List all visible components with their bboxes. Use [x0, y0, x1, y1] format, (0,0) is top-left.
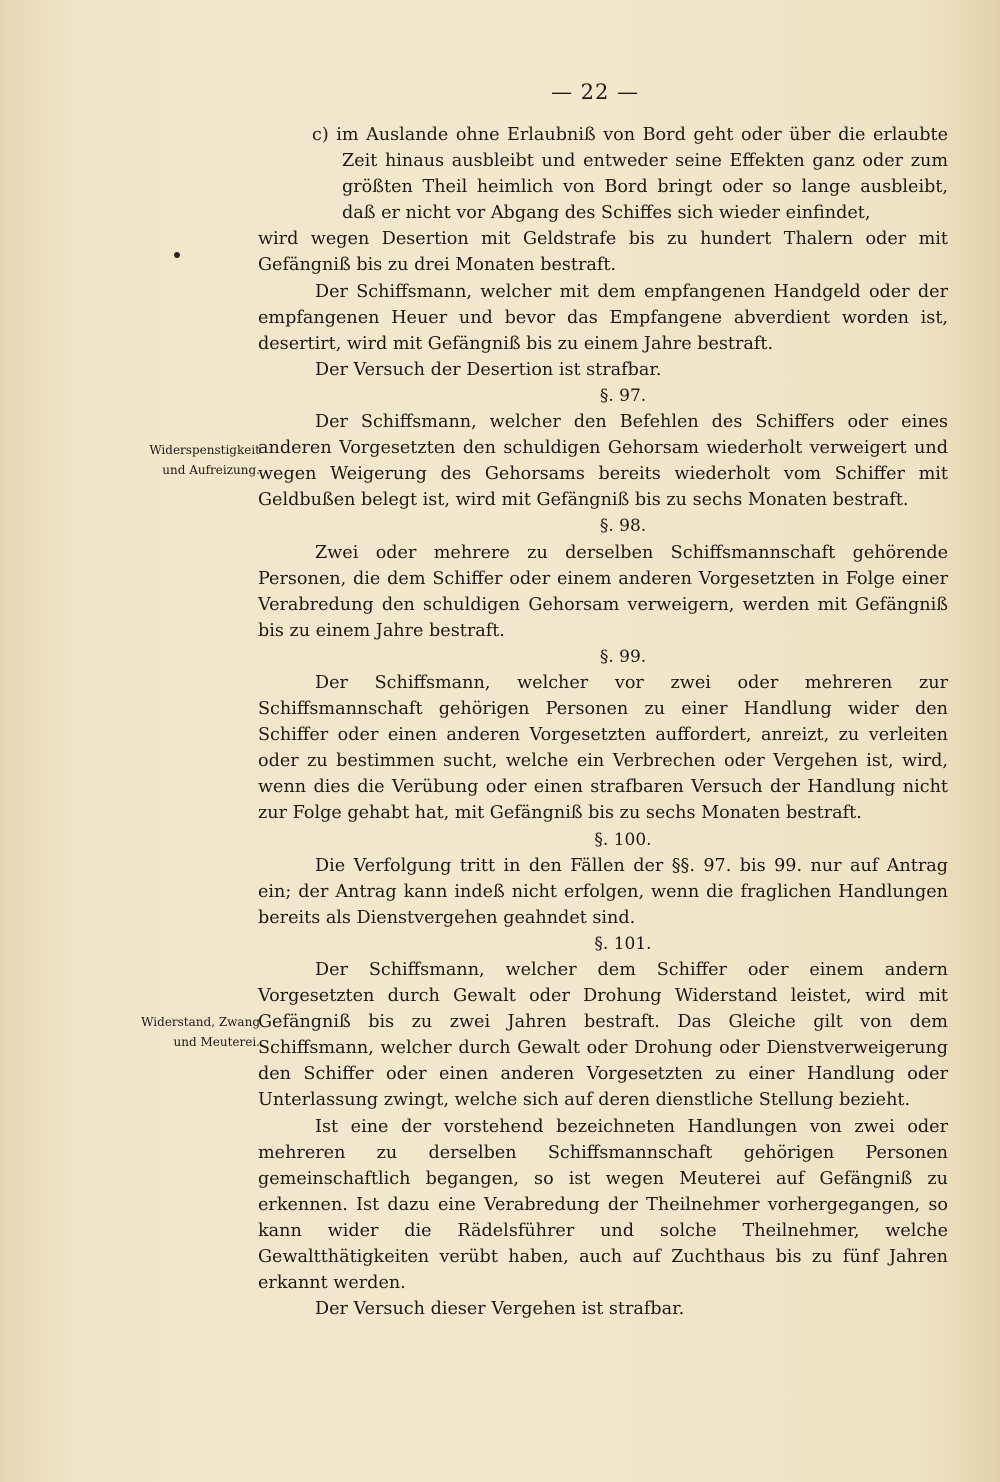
margin-note-line: und Aufreizung.	[162, 463, 260, 477]
section-heading-100: §. 100.	[594, 829, 652, 850]
margin-note-line: Widerstand, Zwang	[141, 1015, 260, 1029]
section-101-attempt: Der Versuch dieser Vergehen ist strafbar.	[315, 1299, 685, 1320]
section-97-text: Der Schiffsmann, welcher den Befehlen des Schiffers oder eines anderen Vorgesetzten den schuldigen Gehorsam wiederholt verweigert und wegen Weigerung des Gehorsams bereits wiederholt vom Schiffer mit Geldbußen belegt ist, wird mit Gefängniß bis zu sechs Monaten bestraft.	[258, 412, 948, 511]
handgeld-paragraph: Der Schiffsmann, welcher mit dem empfangenen Handgeld oder der empfangenen Heuer und bevor das Empfangene abverdient worden ist, desertirt, wird mit Gefängniß bis zu einem Jahre bestraft.	[258, 281, 948, 354]
section-101-meuterei: Ist eine der vorstehend bezeichneten Handlungen von zwei oder mehreren zu derselben Schiffsmannschaft gehörigen Personen gemeinschaftlich begangen, so ist wegen Meuterei auf Gefängniß zu erkennen. Ist dazu eine Verabredung der Theilnehmer vorhergegangen, so kann wider die Rädelsführer und solche Theilnehmer, welche Gewaltthätigkeiten verübt haben, auch auf Zuchthaus bis zu fünf Jahren erkannt werden.	[258, 1116, 948, 1294]
section-98-text: Zwei oder mehrere zu derselben Schiffsmannschaft gehörende Personen, die dem Schiffer oder einem anderen Vorgesetzten in Folge einer Verabredung den schuldigen Gehorsam verweigern, werden mit Gefängniß bis zu einem Jahre bestraft.	[258, 542, 948, 641]
section-heading-98: §. 98.	[599, 516, 647, 537]
page-number: — 22 —	[550, 80, 640, 104]
section-100-text: Die Verfolgung tritt in den Fällen der §§. 97. bis 99. nur auf Antrag ein; der Antrag kann indeß nicht erfolgen, wenn die fraglichen Handlungen bereits als Dienstvergehen geahndet sind.	[258, 855, 948, 928]
section-heading-101: §. 101.	[594, 933, 652, 954]
margin-note-widerstand	[110, 1012, 260, 1052]
section-heading-99: §. 99.	[599, 646, 647, 667]
ink-dot	[174, 252, 180, 258]
section-heading-97: §. 97.	[599, 385, 647, 406]
margin-note-line: Widerspenstigkeit	[149, 443, 260, 457]
margin-note-line: und Meuterei.	[173, 1035, 260, 1049]
section-101-text: Der Schiffsmann, welcher dem Schiffer oder einem andern Vorgesetzten durch Gewalt oder Drohung Widerstand leistet, wird mit Gefängniß bis zu zwei Jahren bestraft. Das Gleiche gilt von dem Schiffsmann, welcher durch Gewalt oder Drohung oder Dienstverweigerung den Schiffer oder einen anderen Vorgesetzten zu einer Handlung oder Unterlassung zwingt, welche sich auf deren dienstliche Stellung bezieht.	[258, 960, 948, 1111]
clause-c: c) im Auslande ohne Erlaubniß von Bord geht oder über die erlaubte Zeit hinaus ausbleibt und entweder seine Effekten ganz oder zum größten Theil heimlich von Bord bringt oder so lange ausbleibt, daß er nicht vor Abgang des Schiffes sich wieder einfindet,	[312, 125, 948, 224]
desertion-attempt: Der Versuch der Desertion ist strafbar.	[315, 359, 662, 380]
margin-note-widerspenstigkeit	[110, 440, 260, 480]
desertion-penalty: wird wegen Desertion mit Geldstrafe bis zu hundert Thalern oder mit Gefängniß bis zu drei Monaten bestraft.	[258, 229, 948, 276]
body-text	[258, 122, 948, 1322]
section-99-text: Der Schiffsmann, welcher vor zwei oder mehreren zur Schiffsmannschaft gehörigen Personen zu einer Handlung wider den Schiffer oder einen anderen Vorgesetzten auffordert, anreizt, zu verleiten oder zu bestimmen sucht, welche ein Verbrechen oder Vergehen ist, wird, wenn dies die Verübung oder einen strafbaren Versuch der Handlung nicht zur Folge gehabt hat, mit Gefängniß bis zu sechs Monaten bestraft.	[258, 672, 948, 824]
